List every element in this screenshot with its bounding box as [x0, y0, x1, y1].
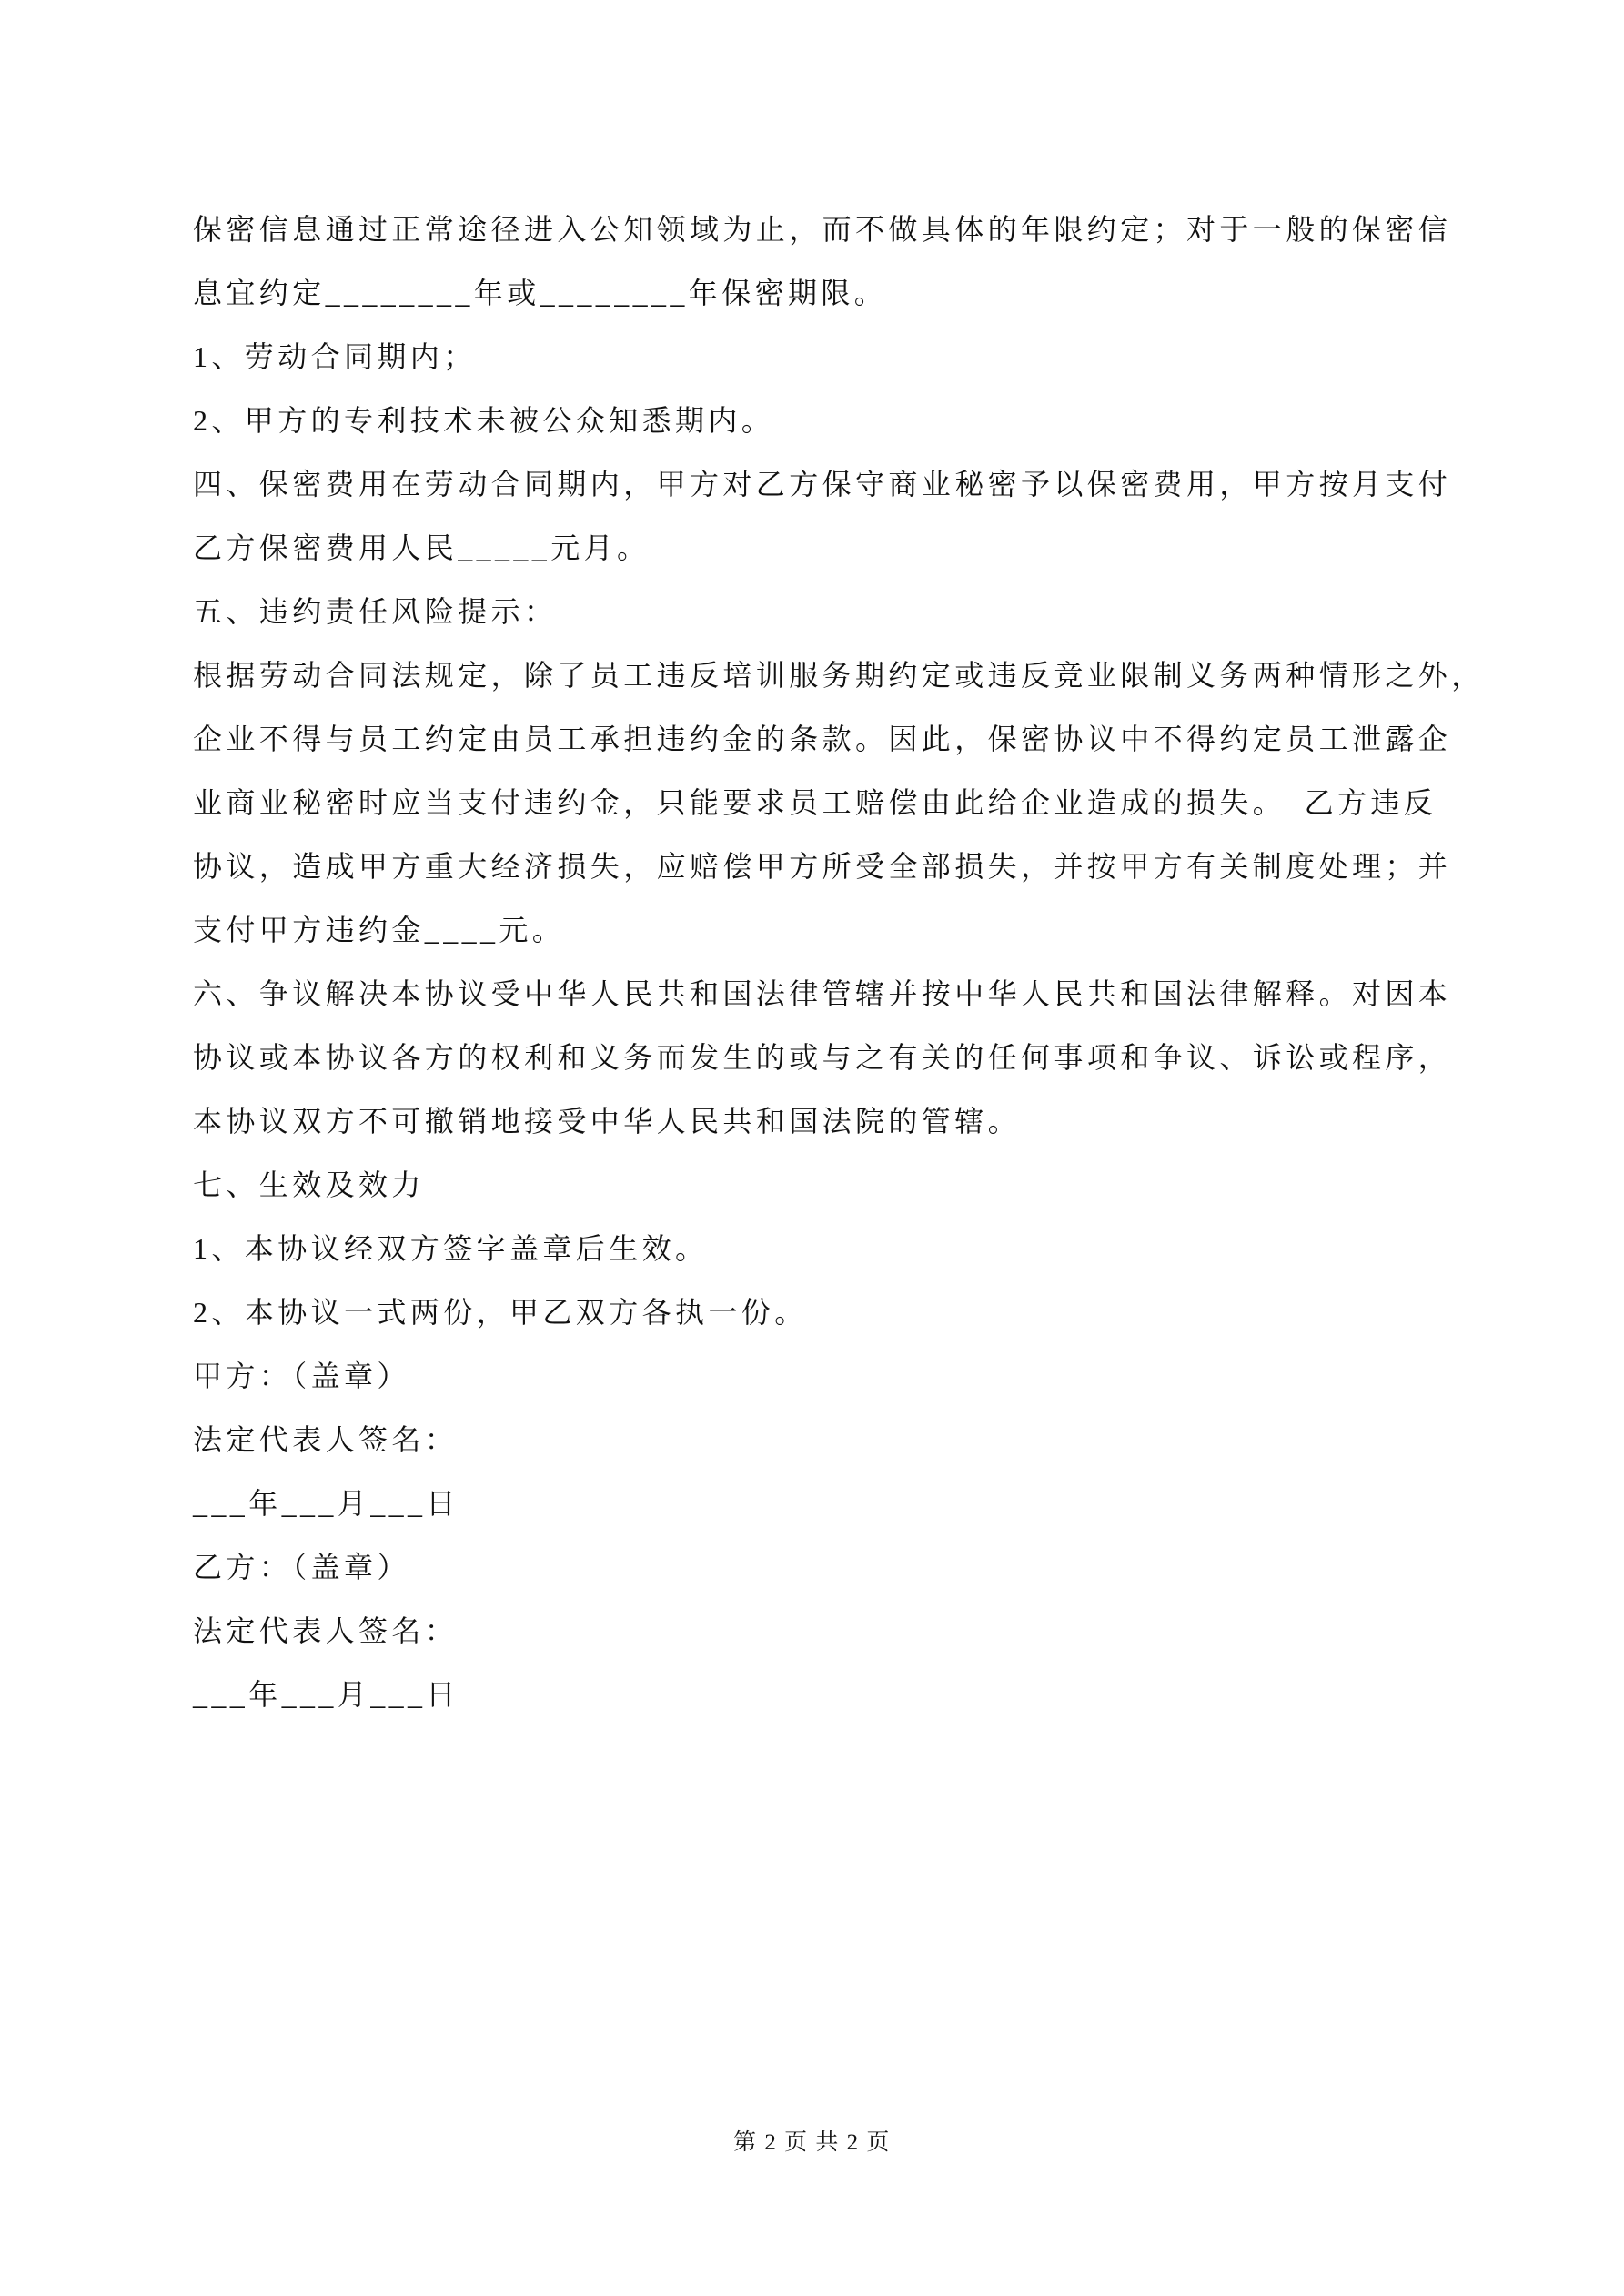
item-patent-not-public-period: 2、甲方的专利技术未被公众知悉期内。: [193, 404, 775, 437]
party-b-date-line: ___年___月___日: [193, 1678, 459, 1711]
item-labor-contract-period: 1、劳动合同期内；: [193, 340, 477, 373]
sec6-dispute-resolution-line-3: 本协议双方不可撤销地接受中华人民共和国法院的管辖。: [193, 1105, 1022, 1138]
sec5-breach-liability-heading: 五、违约责任风险提示：: [193, 595, 558, 628]
sec5-body-line-1: 根据劳动合同法规定，除了员工违反培训服务期约定或违反竞业限制义务两种情形之外，: [193, 659, 1485, 692]
sec5-penalty-amount-line: 支付甲方违约金____元。: [193, 914, 566, 946]
sec4-confidentiality-fee-line-2: 乙方保密费用人民_____元月。: [193, 531, 651, 564]
sec7-effectiveness-heading: 七、生效及效力: [193, 1168, 425, 1201]
para-confidentiality-term-line-1: 保密信息通过正常途径进入公知领域为止，而不做具体的年限约定；对于一般的保密信: [193, 213, 1452, 246]
page-footer: [0, 2128, 1624, 2161]
sec7-item-1: 1、本协议经双方签字盖章后生效。: [193, 1232, 709, 1265]
sec6-dispute-resolution-line-1: 六、争议解决本协议受中华人民共和国法律管辖并按中华人民共和国法律解释。对因本: [193, 977, 1452, 1010]
party-a-signature-line: 法定代表人签名：: [193, 1423, 459, 1456]
sec5-body-line-2: 企业不得与员工约定由员工承担违约金的条款。因此，保密协议中不得约定员工泄露企: [193, 723, 1452, 755]
page-number: 第 2 页 共 2 页: [733, 2130, 891, 2155]
sec4-confidentiality-fee-line-1: 四、保密费用在劳动合同期内，甲方对乙方保守商业秘密予以保密费用，甲方按月支付: [193, 468, 1452, 501]
document-body: [193, 197, 1485, 1726]
party-a-date-line: ___年___月___日: [193, 1487, 459, 1520]
sec5-body-line-4: 协议，造成甲方重大经济损失，应赔偿甲方所受全部损失，并按甲方有关制度处理；并: [193, 850, 1452, 883]
para-confidentiality-term-line-2: 息宜约定________年或________年保密期限。: [193, 277, 888, 309]
sec6-dispute-resolution-line-2: 协议或本协议各方的权利和义务而发生的或与之有关的任何事项和争议、诉讼或程序，: [193, 1041, 1452, 1074]
party-b-seal-line: 乙方：（盖章）: [193, 1551, 410, 1583]
party-b-signature-line: 法定代表人签名：: [193, 1614, 459, 1647]
sec7-item-2: 2、本协议一式两份，甲乙双方各执一份。: [193, 1296, 808, 1329]
sec5-body-line-3: 业商业秘密时应当支付违约金，只能要求员工赔偿由此给企业造成的损失。 乙方违反: [193, 786, 1437, 819]
party-a-seal-line: 甲方：（盖章）: [193, 1360, 410, 1392]
